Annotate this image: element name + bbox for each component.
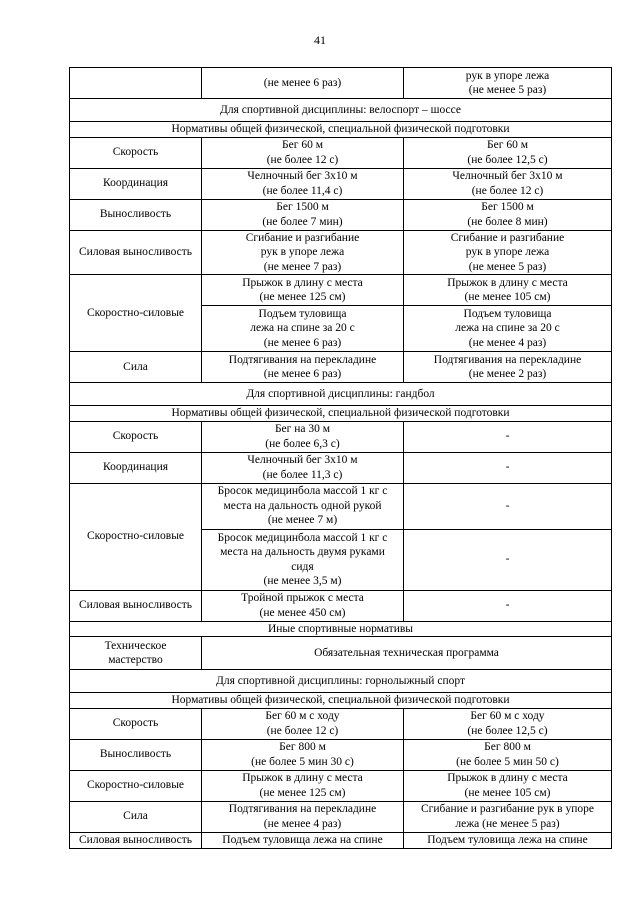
standard-girls [404,708,612,739]
cell-text: Бег 1500 м [276,201,329,213]
cell-text: Силовая выносливость [79,599,192,612]
table-row [70,670,612,693]
table-row [70,832,612,848]
cell-text: Подтягивания на перекладине [228,353,377,366]
cell-text: Бег 800 м [484,741,531,753]
cell-text: Подъем туловища [463,307,552,320]
cell-text: (не менее 6 раз) [263,368,342,380]
table-row [70,770,612,801]
cell-text: Бег на 30 м [274,423,331,435]
cell-text: Выносливость [99,208,172,221]
cell-text: (не менее 6 раз) [263,76,342,89]
standard-girls [404,770,612,801]
standard-boys [202,275,404,306]
cell-text: Бег 60 м с ходу [265,710,340,722]
cell-text: (не более 5 мин 30 с) [251,755,354,768]
cell-text: лежа на спине за 20 с [455,322,560,335]
standard-boys [202,801,404,832]
cell-text: Сгибание и разгибание рук в упоре [421,803,594,815]
cell-text: Бег 60 м [282,139,323,151]
standard-girls [404,529,612,590]
standard-boys [202,708,404,739]
cell-text: Выносливость [99,748,172,761]
standard-boys [202,137,404,168]
table-row [70,739,612,770]
cell-text: Скоростно-силовые [86,306,185,319]
table-row [70,708,612,739]
cell-text: (не менее 105 см) [464,291,551,303]
cell-text: (не менее 7 м) [267,514,338,527]
exercise-label [70,68,202,99]
table-row [70,137,612,168]
cell-text: (не менее 105 см) [464,786,551,799]
table-row [70,275,612,306]
standard-girls [404,801,612,832]
section-header: Нормативы общей физической, специальной физической подготовки [70,122,612,138]
table-row [70,230,612,275]
exercise-label [70,275,202,352]
standards-table [69,67,612,849]
cell-text: (не более 12,5 с) [467,153,548,166]
section-header: Нормативы общей физической, специальной физической подготовки [70,693,612,709]
cell-text: Скорость [112,146,159,159]
cell-text: места на дальность одной рукой [223,499,382,512]
discipline-title: Для спортивной дисциплины: велоспорт – шоссе [70,99,612,122]
cell-text: (не менее 4 раз) [468,336,547,349]
table-row [70,168,612,199]
cell-text: Сила [123,360,148,373]
cell-text: места на дальность двумя руками [220,546,385,558]
exercise-label [70,801,202,832]
exercise-label [70,352,202,383]
exercise-label [70,770,202,801]
cell-text: (не более 8 мин) [467,215,548,228]
cell-text: Координация [102,461,169,474]
cell-text: (не менее 6 раз) [263,336,342,349]
table-row [70,637,612,670]
cell-text: лежа (не менее 5 раз) [455,817,560,830]
table-row [70,421,612,452]
cell-text: сидя [291,560,314,573]
cell-text: Бросок медицинбола массой 1 кг с [217,531,388,544]
standard-girls [404,590,612,621]
cell-text: (не менее 2 раз) [468,368,547,380]
cell-text: лежа на спине за 20 с [250,322,355,335]
cell-text: рук в упоре лежа [260,246,345,258]
cell-text: Тройной прыжок с места [241,592,364,604]
cell-text: Координация [102,177,169,190]
standard-girls [404,68,612,99]
standard-boys [202,452,404,483]
standard-girls [404,137,612,168]
exercise-label [70,168,202,199]
cell-text: Подтягивания на перекладине [228,803,377,815]
standard-girls [404,452,612,483]
cell-text: (не менее 5 раз) [468,84,547,96]
discipline-title: Для спортивной дисциплины: горнолыжный спорт [70,670,612,693]
cell-text: (не более 5 мин 50 с) [456,755,559,768]
table-row [70,68,612,99]
exercise-label [70,739,202,770]
table-row [70,621,612,637]
cell-text: (не менее 4 раз) [263,817,342,830]
standard-girls [404,306,612,352]
standard-girls [404,168,612,199]
table-row [70,590,612,621]
cell-text: (не менее 3,5 м) [263,575,342,587]
standard-boys [202,199,404,230]
table-row [70,122,612,138]
standard-boys [202,529,404,590]
discipline-title: Для спортивной дисциплины: гандбол [70,383,612,406]
exercise-label [70,230,202,275]
cell-text: (не более 11,4 с) [262,184,343,197]
table-row [70,383,612,406]
cell-text: мастерство [108,654,163,666]
cell-text: Подъем туловища [258,307,347,320]
standard-boys [202,352,404,383]
cell-text: Скорость [112,430,159,443]
cell-text: Скоростно-силовые [86,779,185,792]
table-row [70,352,612,383]
standard-boys [202,832,404,848]
cell-text: Прыжок в длину с места [242,772,363,784]
standard-boys [202,421,404,452]
cell-text: (не более 12 с) [266,153,339,166]
cell-text: - [505,599,510,612]
cell-text: Подъем туловища лежа на спине [222,833,383,846]
table-row [70,693,612,709]
cell-text: Сгибание и разгибание [450,231,565,244]
cell-text: Бег 60 м с ходу [470,710,545,722]
exercise-label [70,590,202,621]
standard-boys [202,590,404,621]
exercise-label [70,137,202,168]
cell-text: Бросок медицинбола массой 1 кг с [217,485,388,498]
exercise-label [70,483,202,590]
standard-boys [202,483,404,529]
cell-text: Подтягивания на перекладине [433,353,582,366]
table-row [70,406,612,422]
standard-girls [404,275,612,306]
cell-text: Сгибание и разгибание [245,231,360,244]
section-header: Иные спортивные нормативы [70,621,612,637]
table-row [70,483,612,529]
page-number: 41 [314,33,326,47]
cell-text: (не более 11,3 с) [262,468,343,481]
cell-text: рук в упоре лежа [465,69,550,82]
cell-text: (не менее 7 раз) [263,260,342,273]
table-row [70,99,612,122]
cell-text: Прыжок в длину с места [447,276,568,289]
standard-boys [202,168,404,199]
technical-program: Обязательная техническая программа [202,637,612,670]
section-header: Нормативы общей физической, специальной физической подготовки [70,406,612,422]
cell-text: (не более 6,3 с) [265,437,340,450]
table-row [70,801,612,832]
cell-text: Техническое [104,639,167,652]
cell-text: - [505,499,510,512]
cell-text: (не более 12,5 с) [467,724,548,737]
standard-girls [404,421,612,452]
cell-text: (не менее 450 см) [259,606,346,619]
standard-boys [202,230,404,275]
standard-girls [404,199,612,230]
cell-text: Бег 1500 м [481,201,534,213]
cell-text: - [505,553,510,566]
standard-girls [404,739,612,770]
cell-text: Прыжок в длину с места [242,276,363,289]
standard-girls [404,483,612,529]
cell-text: (не более 7 мин) [262,215,343,228]
cell-text: (не менее 125 см) [259,786,346,799]
cell-text: Скорость [112,717,159,730]
cell-text: Челночный бег 3x10 м [247,454,358,466]
exercise-label [70,199,202,230]
exercise-label [70,421,202,452]
cell-text: Бег 60 м [487,139,528,151]
cell-text: Бег 800 м [279,741,326,753]
cell-text: Сила [123,810,148,823]
cell-text: Скоростно-силовые [86,530,185,543]
cell-text: - [505,461,510,474]
exercise-label [70,637,202,670]
cell-text: (не менее 125 см) [259,291,346,303]
cell-text: Силовая выносливость [79,246,192,258]
cell-text: рук в упоре лежа [465,246,550,258]
table-row [70,199,612,230]
cell-text: Силовая выносливость [79,833,192,846]
cell-text: Подъем туловища лежа на спине [427,833,588,846]
table-row [70,452,612,483]
cell-text: (не более 12 с) [471,184,544,197]
standard-boys [202,739,404,770]
exercise-label [70,832,202,848]
standard-boys [202,68,404,99]
exercise-label [70,452,202,483]
standard-girls [404,230,612,275]
cell-text: Прыжок в длину с места [447,772,568,784]
cell-text: Челночный бег 3x10 м [452,170,563,182]
exercise-label [70,708,202,739]
standard-girls [404,832,612,848]
standard-boys [202,770,404,801]
cell-text: (не менее 5 раз) [468,260,547,273]
standard-boys [202,306,404,352]
cell-text: (не более 12 с) [266,724,339,737]
standard-girls [404,352,612,383]
cell-text: Челночный бег 3x10 м [247,170,358,182]
cell-text: - [505,430,510,443]
